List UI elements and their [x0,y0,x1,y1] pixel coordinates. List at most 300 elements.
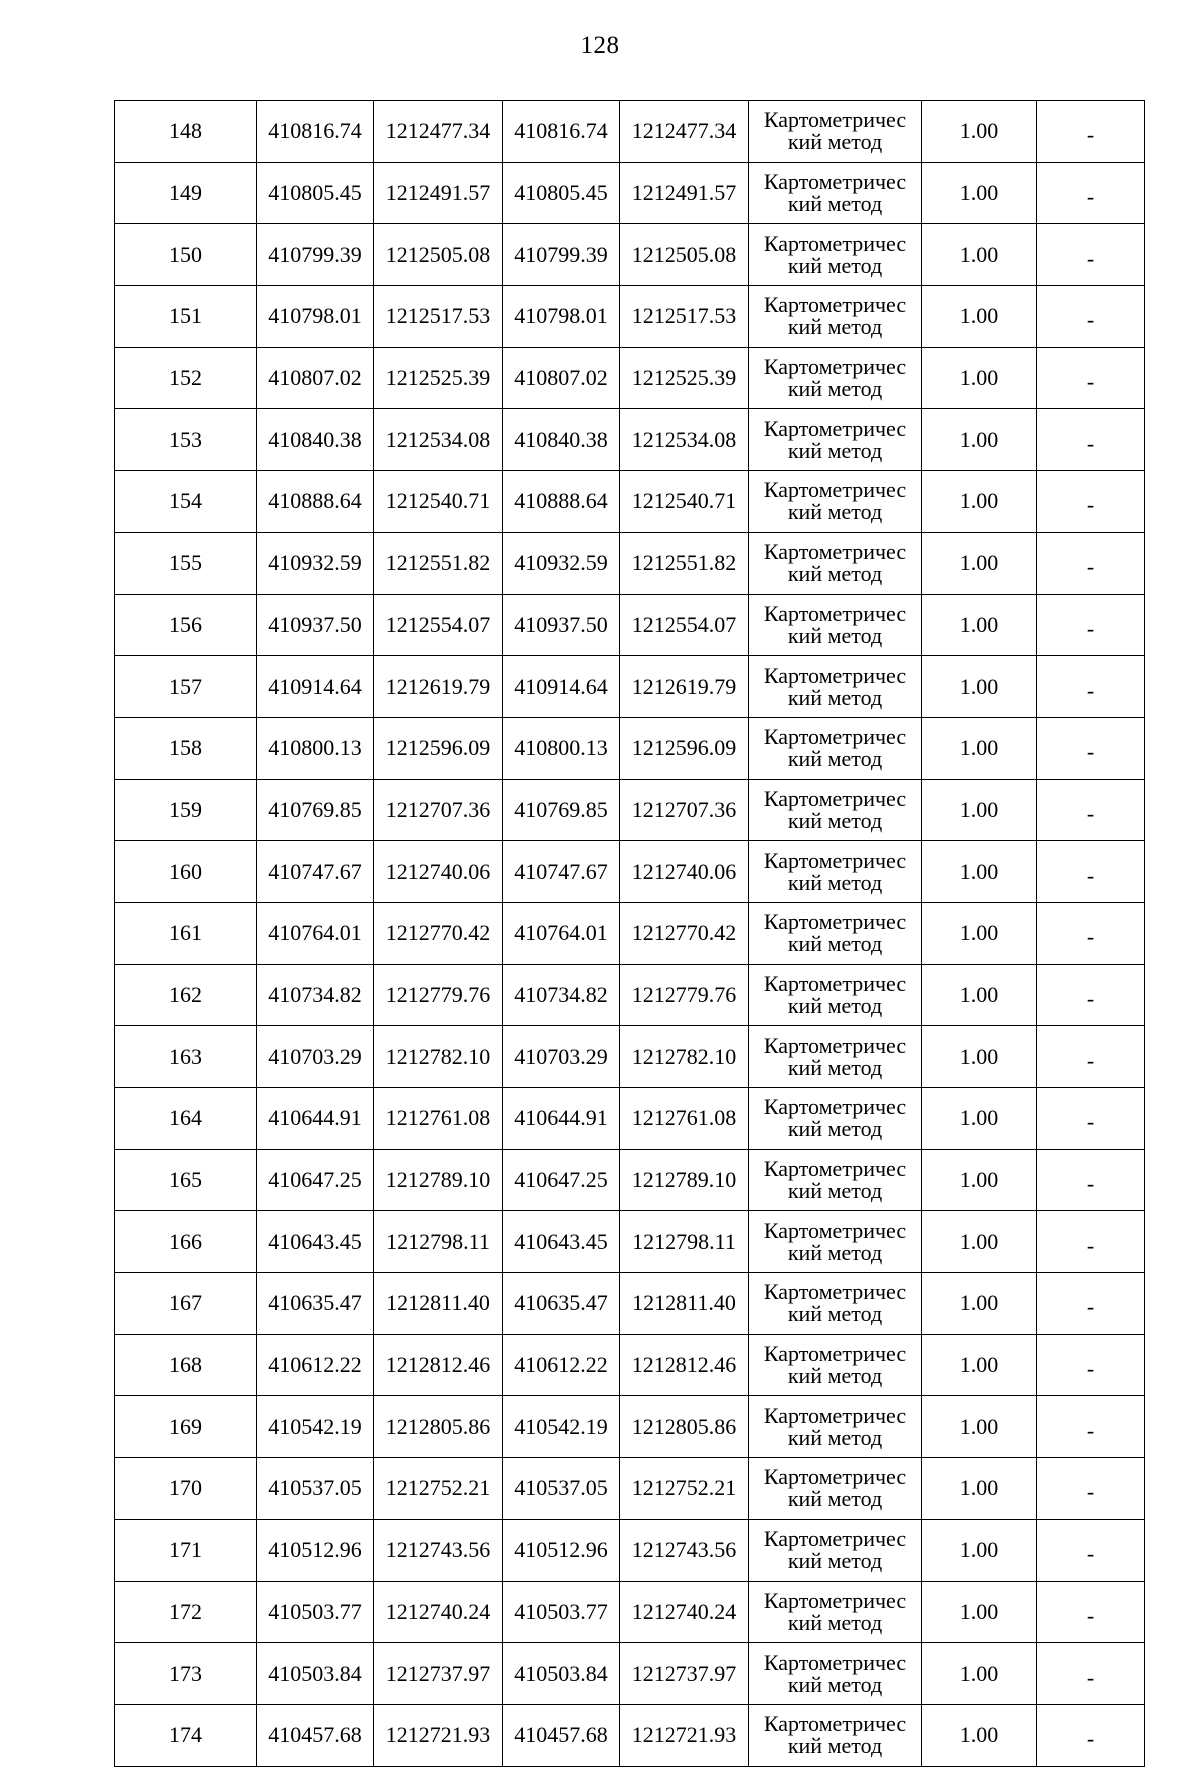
point-number-cell: 171 [115,1519,257,1581]
x-coordinate-cell: 410643.45 [503,1211,620,1273]
method-text-line1: Картометричес [763,1526,907,1552]
point-number-cell: 167 [115,1273,257,1335]
x-coordinate-cell: 410840.38 [503,409,620,471]
method-text-line2: кий метод [787,1733,883,1759]
x-coordinate-cell: 410747.67 [257,841,374,903]
x-coordinate-cell: 410503.77 [503,1581,620,1643]
y-coordinate-cell: 1212798.11 [620,1211,749,1273]
x-coordinate-cell: 410703.29 [257,1026,374,1088]
x-coordinate-cell: 410937.50 [503,594,620,656]
y-coordinate-cell: 1212721.93 [620,1704,749,1766]
table-row [115,656,1145,718]
note-cell: - [1037,347,1145,409]
point-number-cell: 164 [115,1088,257,1150]
accuracy-cell: 1.00 [922,717,1037,779]
method-text-line1: Картометричес [763,1217,907,1243]
y-coordinate-cell: 1212596.09 [374,717,503,779]
accuracy-cell: 1.00 [922,1273,1037,1335]
x-coordinate-cell: 410647.25 [257,1149,374,1211]
method-text-line1: Картометричес [763,415,907,441]
accuracy-cell: 1.00 [922,1396,1037,1458]
y-coordinate-cell: 1212596.09 [620,717,749,779]
method-cell [749,1334,922,1396]
accuracy-cell: 1.00 [922,841,1037,903]
method-text-line1: Картометричес [763,1341,907,1367]
table-row [115,1334,1145,1396]
x-coordinate-cell: 410805.45 [257,162,374,224]
x-coordinate-cell: 410503.84 [503,1643,620,1705]
point-number-cell: 173 [115,1643,257,1705]
method-cell [749,1149,922,1211]
accuracy-cell: 1.00 [922,964,1037,1026]
accuracy-cell: 1.00 [922,409,1037,471]
method-text-line1: Картометричес [763,1032,907,1058]
x-coordinate-cell: 410769.85 [257,779,374,841]
y-coordinate-cell: 1212740.24 [620,1581,749,1643]
method-cell [749,779,922,841]
x-coordinate-cell: 410503.77 [257,1581,374,1643]
method-cell [749,1704,922,1766]
method-text-line1: Картометричес [763,662,907,688]
x-coordinate-cell: 410799.39 [257,224,374,286]
x-coordinate-cell: 410537.05 [257,1458,374,1520]
x-coordinate-cell: 410612.22 [503,1334,620,1396]
x-coordinate-cell: 410764.01 [503,902,620,964]
y-coordinate-cell: 1212752.21 [374,1458,503,1520]
y-coordinate-cell: 1212721.93 [374,1704,503,1766]
y-coordinate-cell: 1212782.10 [374,1026,503,1088]
table-row [115,1026,1145,1088]
point-number-cell: 159 [115,779,257,841]
note-cell: - [1037,594,1145,656]
accuracy-cell: 1.00 [922,1519,1037,1581]
note-cell: - [1037,286,1145,348]
accuracy-cell: 1.00 [922,902,1037,964]
method-text-line1: Картометричес [763,230,907,256]
method-cell [749,347,922,409]
x-coordinate-cell: 410747.67 [503,841,620,903]
table-row [115,1704,1145,1766]
x-coordinate-cell: 410816.74 [257,101,374,163]
y-coordinate-cell: 1212619.79 [620,656,749,718]
method-cell [749,964,922,1026]
note-cell: - [1037,1458,1145,1520]
method-cell [749,409,922,471]
note-cell: - [1037,1088,1145,1150]
method-cell [749,1273,922,1335]
y-coordinate-cell: 1212812.46 [620,1334,749,1396]
x-coordinate-cell: 410800.13 [257,717,374,779]
table-row [115,964,1145,1026]
y-coordinate-cell: 1212740.24 [374,1581,503,1643]
x-coordinate-cell: 410798.01 [257,286,374,348]
point-number-cell: 174 [115,1704,257,1766]
table-row [115,1396,1145,1458]
y-coordinate-cell: 1212491.57 [620,162,749,224]
method-cell [749,1581,922,1643]
y-coordinate-cell: 1212779.76 [374,964,503,1026]
accuracy-cell: 1.00 [922,224,1037,286]
x-coordinate-cell: 410914.64 [503,656,620,718]
x-coordinate-cell: 410647.25 [503,1149,620,1211]
point-number-cell: 156 [115,594,257,656]
method-text-line2: кий метод [787,437,883,463]
coordinates-table [114,100,1145,1767]
x-coordinate-cell: 410542.19 [503,1396,620,1458]
accuracy-cell: 1.00 [922,347,1037,409]
method-text-line1: Картометричес [763,477,907,503]
y-coordinate-cell: 1212805.86 [374,1396,503,1458]
x-coordinate-cell: 410888.64 [503,471,620,533]
point-number-cell: 168 [115,1334,257,1396]
note-cell: - [1037,964,1145,1026]
method-cell [749,1643,922,1705]
point-number-cell: 157 [115,656,257,718]
y-coordinate-cell: 1212551.82 [374,532,503,594]
point-number-cell: 151 [115,286,257,348]
table-body [115,101,1145,1767]
y-coordinate-cell: 1212770.42 [374,902,503,964]
accuracy-cell: 1.00 [922,471,1037,533]
y-coordinate-cell: 1212491.57 [374,162,503,224]
y-coordinate-cell: 1212770.42 [620,902,749,964]
x-coordinate-cell: 410503.84 [257,1643,374,1705]
note-cell: - [1037,656,1145,718]
method-text-line1: Картометричес [763,1402,907,1428]
note-cell: - [1037,1211,1145,1273]
method-text-line2: кий метод [787,314,883,340]
x-coordinate-cell: 410512.96 [257,1519,374,1581]
note-cell: - [1037,532,1145,594]
note-cell: - [1037,1149,1145,1211]
method-text-line1: Картометричес [763,107,907,133]
method-text-line1: Картометричес [763,1279,907,1305]
x-coordinate-cell: 410769.85 [503,779,620,841]
y-coordinate-cell: 1212761.08 [620,1088,749,1150]
method-text-line2: кий метод [787,1178,883,1204]
x-coordinate-cell: 410799.39 [503,224,620,286]
y-coordinate-cell: 1212505.08 [374,224,503,286]
y-coordinate-cell: 1212782.10 [620,1026,749,1088]
table-row [115,1458,1145,1520]
y-coordinate-cell: 1212707.36 [620,779,749,841]
point-number-cell: 166 [115,1211,257,1273]
x-coordinate-cell: 410807.02 [503,347,620,409]
note-cell: - [1037,779,1145,841]
note-cell: - [1037,409,1145,471]
y-coordinate-cell: 1212789.10 [620,1149,749,1211]
method-text-line2: кий метод [787,931,883,957]
y-coordinate-cell: 1212752.21 [620,1458,749,1520]
y-coordinate-cell: 1212534.08 [620,409,749,471]
method-text-line2: кий метод [787,1548,883,1574]
x-coordinate-cell: 410807.02 [257,347,374,409]
method-text-line2: кий метод [787,1424,883,1450]
point-number-cell: 160 [115,841,257,903]
accuracy-cell: 1.00 [922,1088,1037,1150]
method-text-line1: Картометричес [763,1711,907,1737]
accuracy-cell: 1.00 [922,162,1037,224]
note-cell: - [1037,471,1145,533]
method-cell [749,1396,922,1458]
note-cell: - [1037,101,1145,163]
method-cell [749,101,922,163]
point-number-cell: 165 [115,1149,257,1211]
accuracy-cell: 1.00 [922,656,1037,718]
y-coordinate-cell: 1212525.39 [620,347,749,409]
point-number-cell: 170 [115,1458,257,1520]
method-cell [749,841,922,903]
x-coordinate-cell: 410798.01 [503,286,620,348]
y-coordinate-cell: 1212798.11 [374,1211,503,1273]
y-coordinate-cell: 1212740.06 [620,841,749,903]
point-number-cell: 163 [115,1026,257,1088]
method-text-line1: Картометричес [763,1649,907,1675]
x-coordinate-cell: 410457.68 [503,1704,620,1766]
method-text-line2: кий метод [787,129,883,155]
y-coordinate-cell: 1212551.82 [620,532,749,594]
x-coordinate-cell: 410932.59 [503,532,620,594]
x-coordinate-cell: 410612.22 [257,1334,374,1396]
method-cell [749,1519,922,1581]
method-text-line2: кий метод [787,376,883,402]
x-coordinate-cell: 410805.45 [503,162,620,224]
method-cell [749,471,922,533]
y-coordinate-cell: 1212811.40 [374,1273,503,1335]
x-coordinate-cell: 410635.47 [503,1273,620,1335]
method-cell [749,717,922,779]
method-text-line2: кий метод [787,191,883,217]
x-coordinate-cell: 410537.05 [503,1458,620,1520]
y-coordinate-cell: 1212540.71 [620,471,749,533]
method-text-line2: кий метод [787,252,883,278]
point-number-cell: 161 [115,902,257,964]
method-cell [749,1026,922,1088]
table-row [115,224,1145,286]
method-cell [749,1458,922,1520]
y-coordinate-cell: 1212525.39 [374,347,503,409]
method-text-line1: Картометричес [763,1156,907,1182]
y-coordinate-cell: 1212805.86 [620,1396,749,1458]
point-number-cell: 162 [115,964,257,1026]
point-number-cell: 148 [115,101,257,163]
method-text-line2: кий метод [787,1671,883,1697]
y-coordinate-cell: 1212477.34 [374,101,503,163]
y-coordinate-cell: 1212779.76 [620,964,749,1026]
table-row [115,347,1145,409]
x-coordinate-cell: 410914.64 [257,656,374,718]
table-row [115,1581,1145,1643]
accuracy-cell: 1.00 [922,1149,1037,1211]
method-cell [749,594,922,656]
x-coordinate-cell: 410734.82 [257,964,374,1026]
accuracy-cell: 1.00 [922,1581,1037,1643]
note-cell: - [1037,717,1145,779]
x-coordinate-cell: 410703.29 [503,1026,620,1088]
y-coordinate-cell: 1212707.36 [374,779,503,841]
note-cell: - [1037,1273,1145,1335]
point-number-cell: 150 [115,224,257,286]
method-cell [749,286,922,348]
x-coordinate-cell: 410644.91 [503,1088,620,1150]
method-text-line1: Картометричес [763,1587,907,1613]
y-coordinate-cell: 1212517.53 [620,286,749,348]
y-coordinate-cell: 1212554.07 [374,594,503,656]
accuracy-cell: 1.00 [922,1026,1037,1088]
method-text-line2: кий метод [787,1054,883,1080]
x-coordinate-cell: 410643.45 [257,1211,374,1273]
method-cell [749,1211,922,1273]
page-number: 128 [580,32,620,59]
method-text-line1: Картометричес [763,785,907,811]
note-cell: - [1037,224,1145,286]
y-coordinate-cell: 1212737.97 [620,1643,749,1705]
table-row [115,1211,1145,1273]
point-number-cell: 152 [115,347,257,409]
table-row [115,1519,1145,1581]
method-text-line2: кий метод [787,622,883,648]
method-text-line1: Картометричес [763,600,907,626]
table-row [115,409,1145,471]
accuracy-cell: 1.00 [922,101,1037,163]
note-cell: - [1037,902,1145,964]
method-text-line1: Картометричес [763,292,907,318]
method-text-line2: кий метод [787,1609,883,1635]
y-coordinate-cell: 1212517.53 [374,286,503,348]
table-row [115,101,1145,163]
table-row [115,1088,1145,1150]
table-row [115,1149,1145,1211]
point-number-cell: 154 [115,471,257,533]
y-coordinate-cell: 1212619.79 [374,656,503,718]
x-coordinate-cell: 410457.68 [257,1704,374,1766]
accuracy-cell: 1.00 [922,1211,1037,1273]
table-row [115,471,1145,533]
x-coordinate-cell: 410764.01 [257,902,374,964]
x-coordinate-cell: 410800.13 [503,717,620,779]
note-cell: - [1037,1643,1145,1705]
method-text-line2: кий метод [787,1239,883,1265]
note-cell: - [1037,162,1145,224]
y-coordinate-cell: 1212740.06 [374,841,503,903]
y-coordinate-cell: 1212789.10 [374,1149,503,1211]
accuracy-cell: 1.00 [922,1643,1037,1705]
note-cell: - [1037,1396,1145,1458]
y-coordinate-cell: 1212477.34 [620,101,749,163]
method-cell [749,902,922,964]
note-cell: - [1037,1026,1145,1088]
accuracy-cell: 1.00 [922,1334,1037,1396]
accuracy-cell: 1.00 [922,1458,1037,1520]
method-cell [749,224,922,286]
method-cell [749,532,922,594]
point-number-cell: 169 [115,1396,257,1458]
note-cell: - [1037,1519,1145,1581]
method-text-line1: Картометричес [763,847,907,873]
table-row [115,717,1145,779]
x-coordinate-cell: 410816.74 [503,101,620,163]
table-row [115,841,1145,903]
table-row [115,162,1145,224]
method-text-line1: Картометричес [763,1094,907,1120]
y-coordinate-cell: 1212811.40 [620,1273,749,1335]
method-text-line2: кий метод [787,746,883,772]
point-number-cell: 149 [115,162,257,224]
y-coordinate-cell: 1212743.56 [374,1519,503,1581]
method-text-line2: кий метод [787,1301,883,1327]
accuracy-cell: 1.00 [922,779,1037,841]
y-coordinate-cell: 1212737.97 [374,1643,503,1705]
table-row [115,902,1145,964]
method-text-line2: кий метод [787,1363,883,1389]
table-row [115,286,1145,348]
method-text-line2: кий метод [787,807,883,833]
method-text-line2: кий метод [787,869,883,895]
method-text-line1: Картометричес [763,1464,907,1490]
accuracy-cell: 1.00 [922,532,1037,594]
method-text-line1: Картометричес [763,909,907,935]
accuracy-cell: 1.00 [922,594,1037,656]
y-coordinate-cell: 1212812.46 [374,1334,503,1396]
table-row [115,1273,1145,1335]
y-coordinate-cell: 1212554.07 [620,594,749,656]
x-coordinate-cell: 410937.50 [257,594,374,656]
x-coordinate-cell: 410840.38 [257,409,374,471]
method-text-line1: Картометричес [763,539,907,565]
method-text-line2: кий метод [787,1486,883,1512]
note-cell: - [1037,841,1145,903]
table-row [115,779,1145,841]
method-text-line1: Картометричес [763,169,907,195]
y-coordinate-cell: 1212761.08 [374,1088,503,1150]
method-text-line2: кий метод [787,561,883,587]
method-text-line1: Картометричес [763,354,907,380]
method-text-line1: Картометричес [763,724,907,750]
method-cell [749,656,922,718]
y-coordinate-cell: 1212534.08 [374,409,503,471]
method-text-line2: кий метод [787,684,883,710]
method-cell [749,1088,922,1150]
x-coordinate-cell: 410635.47 [257,1273,374,1335]
x-coordinate-cell: 410542.19 [257,1396,374,1458]
point-number-cell: 155 [115,532,257,594]
x-coordinate-cell: 410734.82 [503,964,620,1026]
note-cell: - [1037,1334,1145,1396]
method-text-line2: кий метод [787,1116,883,1142]
x-coordinate-cell: 410512.96 [503,1519,620,1581]
x-coordinate-cell: 410932.59 [257,532,374,594]
x-coordinate-cell: 410888.64 [257,471,374,533]
accuracy-cell: 1.00 [922,286,1037,348]
method-text-line2: кий метод [787,499,883,525]
accuracy-cell: 1.00 [922,1704,1037,1766]
table-row [115,594,1145,656]
method-cell [749,162,922,224]
method-text-line2: кий метод [787,992,883,1018]
note-cell: - [1037,1581,1145,1643]
table-row [115,1643,1145,1705]
point-number-cell: 172 [115,1581,257,1643]
point-number-cell: 153 [115,409,257,471]
y-coordinate-cell: 1212743.56 [620,1519,749,1581]
x-coordinate-cell: 410644.91 [257,1088,374,1150]
table-row [115,532,1145,594]
point-number-cell: 158 [115,717,257,779]
y-coordinate-cell: 1212505.08 [620,224,749,286]
note-cell: - [1037,1704,1145,1766]
y-coordinate-cell: 1212540.71 [374,471,503,533]
method-text-line1: Картометричес [763,970,907,996]
